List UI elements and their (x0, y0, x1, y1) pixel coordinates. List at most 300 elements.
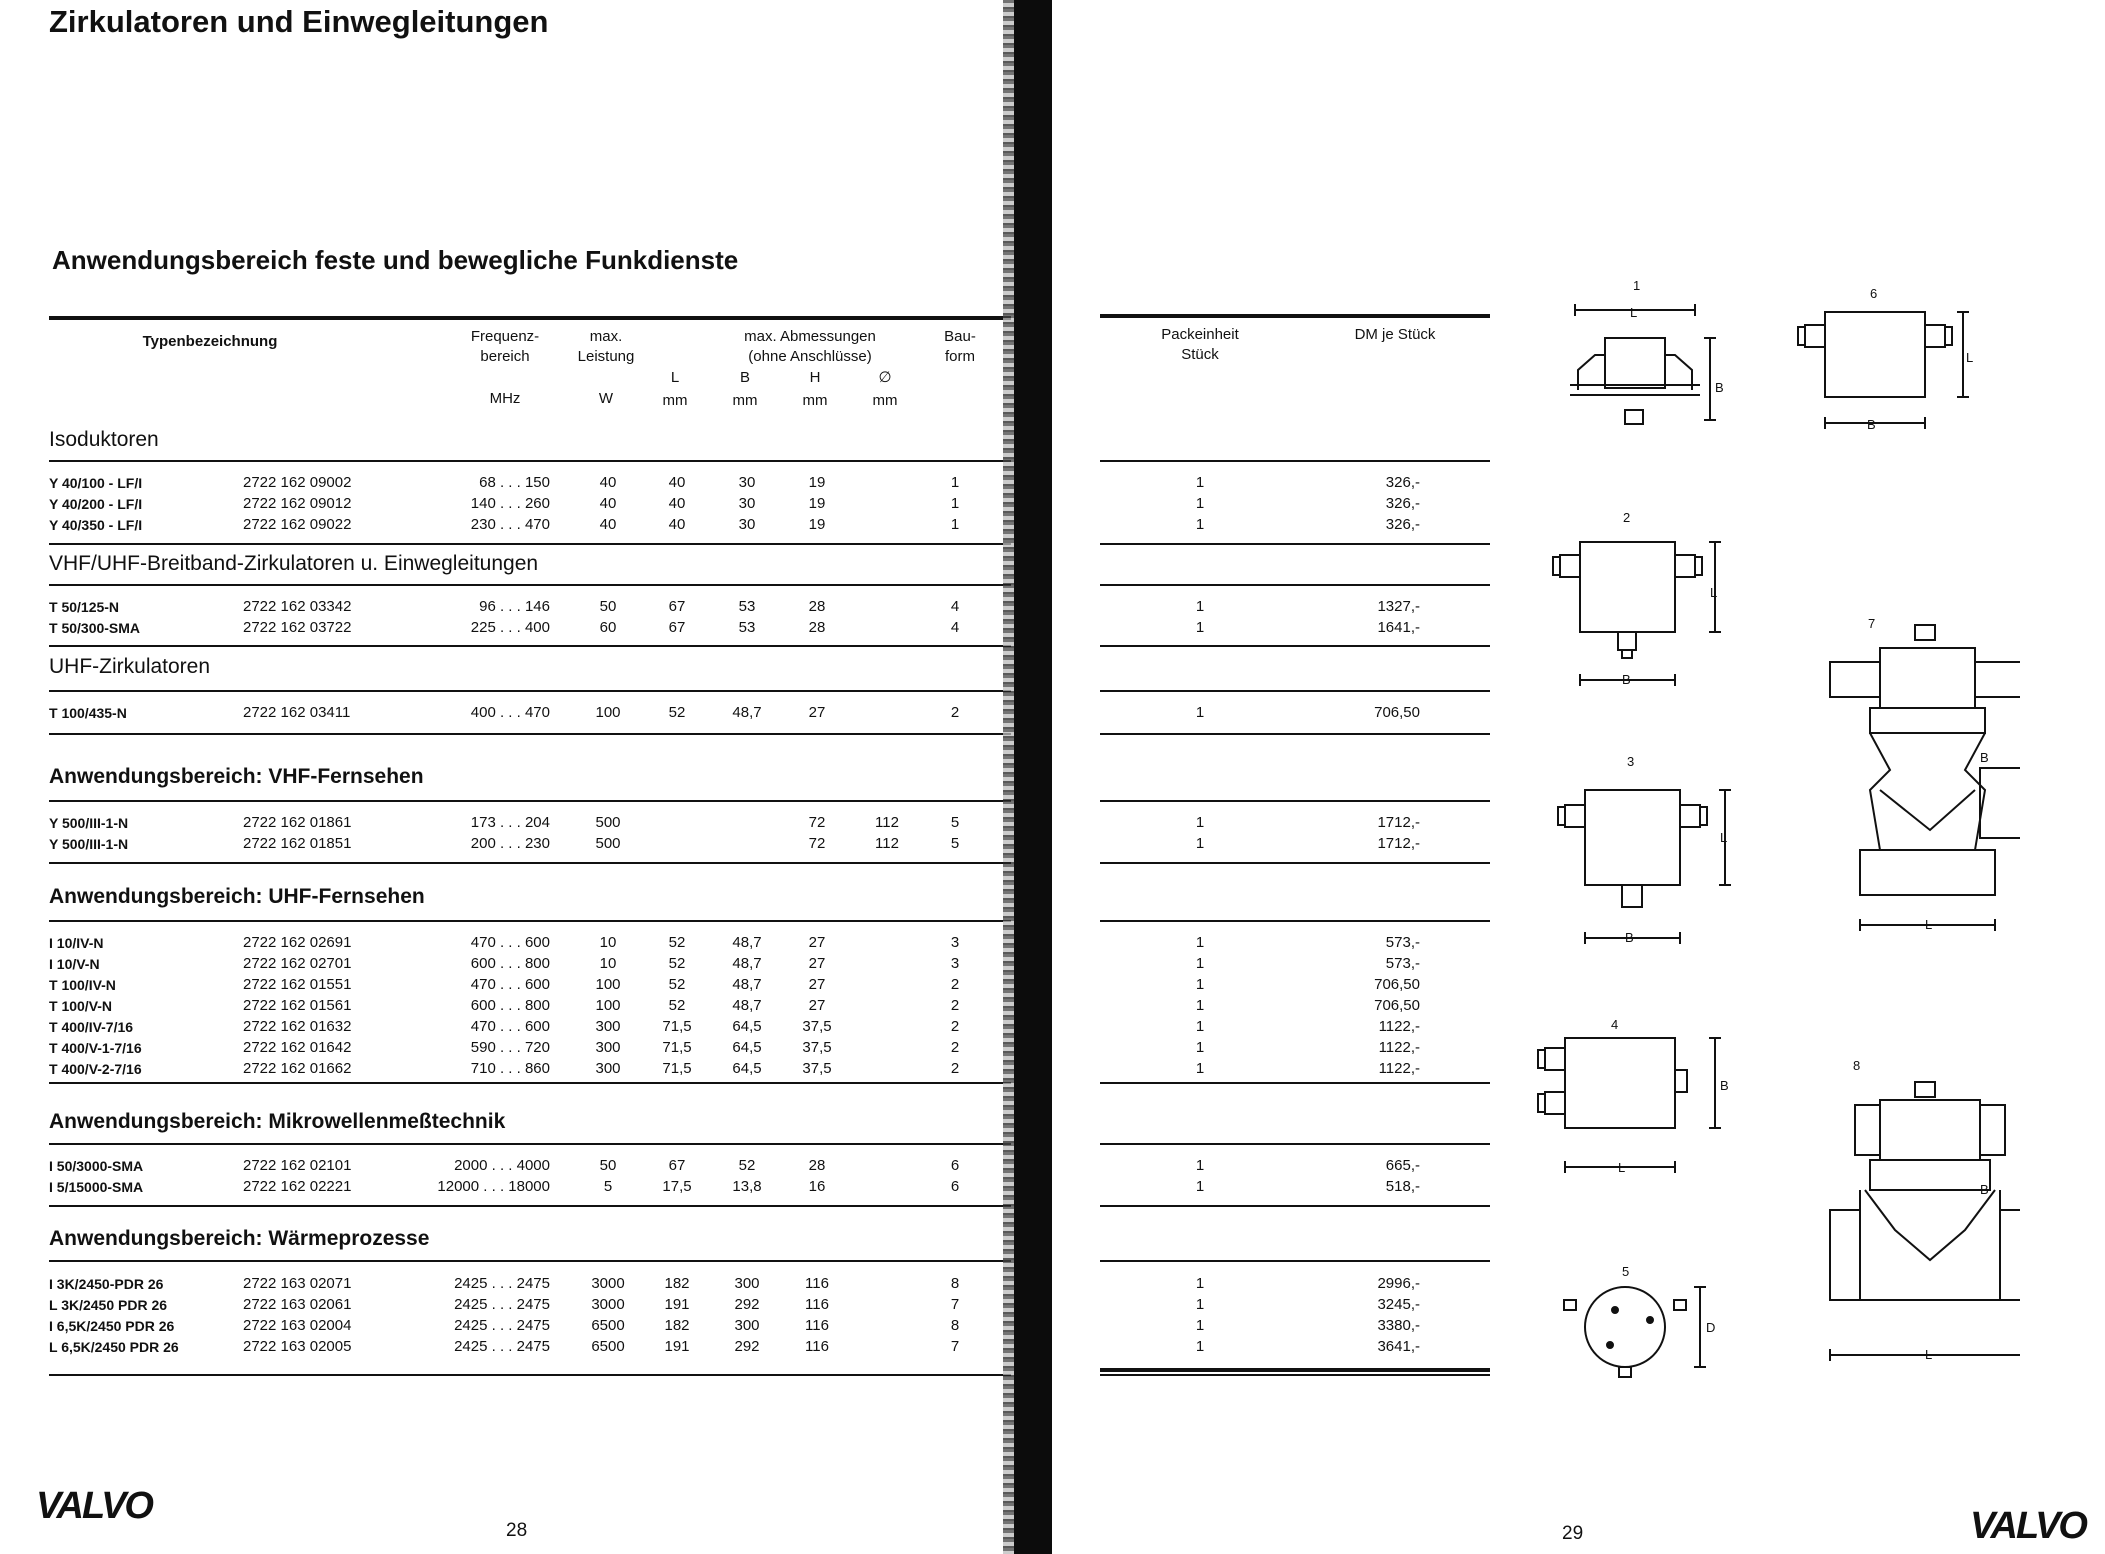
dim-label-l: L (1966, 350, 1974, 365)
pack-unit: 1 (1195, 1275, 1205, 1292)
frequency-range: 400 . . . 470 (470, 704, 550, 721)
dim-h: 116 (805, 1296, 829, 1313)
section-rule-right (1100, 584, 1490, 586)
price-dm: 665,- (1385, 1157, 1420, 1174)
figure-2 (1553, 542, 1721, 686)
order-code: 2722 162 01851 (243, 835, 352, 852)
section-end-rule-right (1100, 543, 1490, 545)
bauform: 2 (950, 997, 960, 1014)
dim-b: 300 (734, 1275, 760, 1292)
pack-unit: 1 (1195, 934, 1205, 951)
dim-l: 67 (668, 619, 686, 636)
header-typ: Typenbezeichnung (142, 333, 278, 350)
dim-b: 30 (738, 495, 756, 512)
frequency-range: 470 . . . 600 (470, 934, 550, 951)
frequency-range: 600 . . . 800 (470, 997, 550, 1014)
price-dm: 573,- (1385, 955, 1420, 972)
frequency-range: 2425 . . . 2475 (454, 1275, 550, 1292)
max-power: 50 (599, 1157, 617, 1174)
max-power: 50 (599, 598, 617, 615)
bauform: 8 (950, 1317, 960, 1334)
max-power: 300 (595, 1039, 621, 1056)
section-end-rule (49, 645, 1011, 647)
max-power: 500 (595, 814, 621, 831)
order-code: 2722 162 02221 (243, 1178, 352, 1195)
dim-l: 40 (668, 516, 686, 533)
page-number-right: 29 (1562, 1523, 1584, 1544)
pack-unit: 1 (1195, 598, 1205, 615)
type-name: Y 40/100 - LF/I (49, 475, 143, 491)
section-rule-right (1100, 460, 1490, 462)
order-code: 2722 162 02101 (243, 1157, 352, 1174)
pack-unit: 1 (1195, 1060, 1205, 1077)
price-dm: 1122,- (1378, 1039, 1420, 1056)
order-code: 2722 162 01632 (243, 1018, 352, 1035)
type-name: T 400/V-2-7/16 (49, 1061, 142, 1077)
dim-label-b: B (1622, 672, 1631, 687)
header-d: ∅ (878, 369, 892, 386)
frequency-range: 600 . . . 800 (470, 955, 550, 972)
section-end-rule (49, 1082, 1011, 1084)
frequency-range: 710 . . . 860 (470, 1060, 550, 1077)
dim-h: 27 (808, 934, 826, 951)
order-code: 2722 162 03342 (243, 598, 352, 615)
price-dm: 1122,- (1378, 1060, 1420, 1077)
pack-unit: 1 (1195, 1178, 1205, 1195)
dim-b: 64,5 (732, 1060, 762, 1077)
figure-1 (1570, 304, 1716, 424)
unit-mm: mm (732, 392, 758, 409)
section-rule (49, 920, 1011, 922)
type-name: I 10/IV-N (49, 935, 104, 951)
section-end-rule-right (1100, 1205, 1490, 1207)
max-power: 40 (599, 516, 617, 533)
dim-l: 40 (668, 474, 686, 491)
figure-8 (1830, 1082, 2020, 1361)
price-dm: 3245,- (1377, 1296, 1420, 1313)
dim-d: 112 (875, 814, 899, 831)
figure-4 (1538, 1038, 1721, 1173)
pack-unit: 1 (1195, 835, 1205, 852)
section-title: Anwendungsbereich: UHF-Fernsehen (49, 885, 425, 908)
type-name: I 3K/2450-PDR 26 (49, 1276, 164, 1292)
dim-label-b: B (1980, 750, 1989, 765)
order-code: 2722 162 01662 (243, 1060, 352, 1077)
book-gutter-shadow (1003, 0, 1014, 1554)
header-freq: Frequenz- bereich (470, 328, 540, 365)
section-end-rule (49, 733, 1011, 735)
dim-l: 71,5 (662, 1018, 692, 1035)
frequency-range: 2425 . . . 2475 (454, 1296, 550, 1313)
book-spine (1014, 0, 1052, 1554)
type-name: L 6,5K/2450 PDR 26 (49, 1339, 179, 1355)
max-power: 100 (595, 976, 621, 993)
dim-l: 71,5 (662, 1039, 692, 1056)
order-code: 2722 162 09012 (243, 495, 352, 512)
pack-unit: 1 (1195, 1317, 1205, 1334)
price-dm: 1641,- (1377, 619, 1420, 636)
dim-b: 292 (734, 1338, 760, 1355)
construction-drawings (1500, 270, 2020, 1390)
frequency-range: 12000 . . . 18000 (437, 1178, 550, 1195)
figure-label-7: 7 (1868, 616, 1876, 631)
bauform: 1 (950, 495, 960, 512)
section-end-rule (49, 1205, 1011, 1207)
pack-unit: 1 (1195, 619, 1205, 636)
price-dm: 3641,- (1377, 1338, 1420, 1355)
header-bauform: Bau- form (944, 328, 976, 365)
section-title: Anwendungsbereich: Wärmeprozesse (49, 1227, 430, 1250)
bauform: 6 (950, 1157, 960, 1174)
order-code: 2722 162 01561 (243, 997, 352, 1014)
table-top-rule-right (1100, 314, 1490, 318)
pack-unit: 1 (1195, 474, 1205, 491)
page-number-left: 28 (506, 1520, 528, 1541)
figure-6 (1798, 312, 1969, 429)
dim-label-l: L (1720, 830, 1728, 845)
type-name: T 50/125-N (49, 599, 120, 615)
order-code: 2722 163 02005 (243, 1338, 352, 1355)
frequency-range: 173 . . . 204 (470, 814, 550, 831)
dim-label-b: B (1980, 1182, 1989, 1197)
dim-label-l: L (1925, 1347, 1933, 1362)
section-rule-right (1100, 1143, 1490, 1145)
price-dm: 3380,- (1377, 1317, 1420, 1334)
order-code: 2722 163 02071 (243, 1275, 352, 1292)
section-rule (49, 1260, 1011, 1262)
dim-h: 19 (808, 474, 826, 491)
dim-b: 300 (734, 1317, 760, 1334)
dim-h: 28 (808, 1157, 826, 1174)
max-power: 100 (595, 704, 621, 721)
figure-label-2: 2 (1623, 510, 1631, 525)
frequency-range: 2000 . . . 4000 (454, 1157, 550, 1174)
header-l: L (670, 369, 680, 386)
max-power: 100 (595, 997, 621, 1014)
price-dm: 706,50 (1374, 976, 1420, 993)
section-title: Anwendungsbereich: Mikrowellenmeßtechnik (49, 1110, 506, 1133)
max-power: 300 (595, 1060, 621, 1077)
frequency-range: 96 . . . 146 (479, 598, 550, 615)
pack-unit: 1 (1195, 516, 1205, 533)
pack-unit: 1 (1195, 955, 1205, 972)
bauform: 3 (950, 934, 960, 951)
section-end-rule-right (1100, 645, 1490, 647)
dim-h: 72 (808, 814, 826, 831)
max-power: 6500 (591, 1338, 625, 1355)
section-subtitle: Anwendungsbereich feste und bewegliche Funkdienste (52, 245, 739, 275)
type-name: T 100/435-N (49, 705, 127, 721)
figure-label-5: 5 (1622, 1264, 1630, 1279)
header-b: B (739, 369, 750, 386)
type-name: L 3K/2450 PDR 26 (49, 1297, 168, 1313)
dim-label-l: L (1925, 917, 1933, 932)
order-code: 2722 162 09022 (243, 516, 352, 533)
frequency-range: 140 . . . 260 (470, 495, 550, 512)
bauform: 4 (950, 619, 960, 636)
section-title: Isoduktoren (49, 428, 159, 451)
pack-unit: 1 (1195, 1338, 1205, 1355)
price-dm: 326,- (1385, 474, 1420, 491)
dim-l: 182 (664, 1275, 690, 1292)
dim-h: 37,5 (802, 1060, 832, 1077)
dim-h: 28 (808, 598, 826, 615)
dim-b: 48,7 (732, 934, 762, 951)
max-power: 10 (599, 934, 617, 951)
price-dm: 326,- (1385, 516, 1420, 533)
order-code: 2722 162 02701 (243, 955, 352, 972)
max-power: 5 (603, 1178, 613, 1195)
bauform: 5 (950, 835, 960, 852)
dim-h: 116 (805, 1275, 829, 1292)
bauform: 2 (950, 1018, 960, 1035)
bauform: 8 (950, 1275, 960, 1292)
dim-l: 67 (668, 598, 686, 615)
section-end-rule-right (1100, 1082, 1490, 1084)
frequency-range: 470 . . . 600 (470, 1018, 550, 1035)
dim-l: 52 (668, 934, 686, 951)
pack-unit: 1 (1195, 704, 1205, 721)
dim-b: 52 (738, 1157, 756, 1174)
section-title: VHF/UHF-Breitband-Zirkulatoren u. Einwegleitungen (49, 552, 539, 575)
frequency-range: 2425 . . . 2475 (454, 1338, 550, 1355)
section-title: UHF-Zirkulatoren (49, 655, 211, 678)
type-name: T 50/300-SMA (49, 620, 141, 636)
dim-label-b: B (1720, 1078, 1729, 1093)
dim-l: 52 (668, 704, 686, 721)
section-rule-right (1100, 800, 1490, 802)
max-power: 3000 (591, 1275, 625, 1292)
section-rule (49, 800, 1011, 802)
price-dm: 706,50 (1374, 997, 1420, 1014)
dim-b: 292 (734, 1296, 760, 1313)
type-name: T 400/IV-7/16 (49, 1019, 134, 1035)
pack-unit: 1 (1195, 1018, 1205, 1035)
section-rule (49, 584, 1011, 586)
dim-h: 28 (808, 619, 826, 636)
valvo-logo: VALVO (1970, 1505, 2086, 1547)
dim-b: 48,7 (732, 955, 762, 972)
type-name: I 5/15000-SMA (49, 1179, 144, 1195)
type-name: T 100/IV-N (49, 977, 116, 993)
pack-unit: 1 (1195, 1039, 1205, 1056)
section-rule-right (1100, 690, 1490, 692)
header-power: max. Leistung (577, 328, 635, 365)
figure-label-8: 8 (1853, 1058, 1861, 1073)
bauform: 1 (950, 516, 960, 533)
valvo-logo: VALVO (36, 1485, 152, 1527)
price-dm: 326,- (1385, 495, 1420, 512)
dim-b: 53 (738, 598, 756, 615)
dim-b: 48,7 (732, 997, 762, 1014)
order-code: 2722 162 09002 (243, 474, 352, 491)
dim-b: 30 (738, 516, 756, 533)
dim-h: 27 (808, 704, 826, 721)
section-rule (49, 1143, 1011, 1145)
dim-h: 27 (808, 976, 826, 993)
dim-l: 191 (664, 1296, 690, 1313)
max-power: 6500 (591, 1317, 625, 1334)
pack-unit: 1 (1195, 814, 1205, 831)
dim-label-l: L (1618, 1160, 1626, 1175)
dim-h: 27 (808, 997, 826, 1014)
type-name: Y 500/III-1-N (49, 815, 129, 831)
max-power: 3000 (591, 1296, 625, 1313)
max-power: 500 (595, 835, 621, 852)
bauform: 6 (950, 1178, 960, 1195)
order-code: 2722 163 02061 (243, 1296, 352, 1313)
max-power: 60 (599, 619, 617, 636)
dim-l: 52 (668, 997, 686, 1014)
section-title: Anwendungsbereich: VHF-Fernsehen (49, 765, 424, 788)
frequency-range: 230 . . . 470 (470, 516, 550, 533)
dim-h: 16 (808, 1178, 826, 1195)
header-h: H (809, 369, 821, 386)
unit-mm: mm (872, 392, 898, 409)
dim-label-b: B (1625, 930, 1634, 945)
bauform: 7 (950, 1338, 960, 1355)
frequency-range: 2425 . . . 2475 (454, 1317, 550, 1334)
dim-l: 67 (668, 1157, 686, 1174)
figure-5 (1564, 1287, 1706, 1377)
dim-b: 30 (738, 474, 756, 491)
pack-unit: 1 (1195, 976, 1205, 993)
frequency-range: 590 . . . 720 (470, 1039, 550, 1056)
section-end-rule (49, 1374, 1011, 1376)
dim-label-d: D (1706, 1320, 1716, 1335)
type-name: Y 40/350 - LF/I (49, 517, 143, 533)
order-code: 2722 162 01642 (243, 1039, 352, 1056)
section-end-rule (49, 543, 1011, 545)
dim-b: 64,5 (732, 1018, 762, 1035)
dim-label-l: L (1710, 585, 1718, 600)
bauform: 2 (950, 704, 960, 721)
bauform: 4 (950, 598, 960, 615)
order-code: 2722 162 01551 (243, 976, 352, 993)
figure-label-1: 1 (1633, 278, 1641, 293)
pack-unit: 1 (1195, 997, 1205, 1014)
dim-h: 116 (805, 1317, 829, 1334)
type-name: I 10/V-N (49, 956, 100, 972)
order-code: 2722 163 02004 (243, 1317, 352, 1334)
pack-unit: 1 (1195, 495, 1205, 512)
pack-unit: 1 (1195, 1157, 1205, 1174)
table-bottom-rule-right (1100, 1368, 1490, 1372)
figure-label-4: 4 (1611, 1017, 1619, 1032)
frequency-range: 470 . . . 600 (470, 976, 550, 993)
section-rule-right (1100, 1260, 1490, 1262)
section-end-rule-right (1100, 733, 1490, 735)
price-dm: 1712,- (1377, 835, 1420, 852)
type-name: Y 40/200 - LF/I (49, 496, 143, 512)
page-title: Zirkulatoren und Einwegleitungen (49, 4, 549, 39)
figure-3 (1558, 790, 1731, 944)
unit-mm: mm (662, 392, 688, 409)
dim-b: 48,7 (732, 976, 762, 993)
max-power: 40 (599, 474, 617, 491)
bauform: 2 (950, 1060, 960, 1077)
dim-l: 52 (668, 976, 686, 993)
bauform: 5 (950, 814, 960, 831)
price-dm: 706,50 (1374, 704, 1420, 721)
type-name: T 400/V-1-7/16 (49, 1040, 142, 1056)
figure-label-6: 6 (1870, 286, 1878, 301)
section-rule (49, 690, 1011, 692)
pack-unit: 1 (1195, 1296, 1205, 1313)
dim-label-l: L (1630, 305, 1638, 320)
header-pack: Packeinheit Stück (1161, 326, 1239, 363)
max-power: 300 (595, 1018, 621, 1035)
figure-7 (1830, 625, 2020, 931)
bauform: 7 (950, 1296, 960, 1313)
dim-d: 112 (875, 835, 899, 852)
price-dm: 1712,- (1377, 814, 1420, 831)
dim-h: 116 (805, 1338, 829, 1355)
section-end-rule-right (1100, 1374, 1490, 1376)
dim-h: 19 (808, 495, 826, 512)
dim-h: 19 (808, 516, 826, 533)
dim-l: 182 (664, 1317, 690, 1334)
dim-b: 64,5 (732, 1039, 762, 1056)
section-rule (49, 460, 1011, 462)
max-power: 10 (599, 955, 617, 972)
section-end-rule (49, 862, 1011, 864)
header-price: DM je Stück (1354, 326, 1436, 343)
type-name: I 50/3000-SMA (49, 1158, 144, 1174)
type-name: I 6,5K/2450 PDR 26 (49, 1318, 175, 1334)
dim-l: 17,5 (662, 1178, 692, 1195)
dim-b: 53 (738, 619, 756, 636)
dim-l: 40 (668, 495, 686, 512)
type-name: T 100/V-N (49, 998, 113, 1014)
dim-l: 71,5 (662, 1060, 692, 1077)
price-dm: 1122,- (1378, 1018, 1420, 1035)
figure-label-3: 3 (1627, 754, 1635, 769)
price-dm: 1327,- (1377, 598, 1420, 615)
unit-mm: mm (802, 392, 828, 409)
dim-h: 27 (808, 955, 826, 972)
type-name: Y 500/III-1-N (49, 836, 129, 852)
dim-h: 72 (808, 835, 826, 852)
bauform: 1 (950, 474, 960, 491)
dim-b: 48,7 (732, 704, 762, 721)
price-dm: 2996,- (1377, 1275, 1420, 1292)
section-end-rule-right (1100, 862, 1490, 864)
bauform: 2 (950, 976, 960, 993)
frequency-range: 68 . . . 150 (479, 474, 550, 491)
unit-w: W (598, 390, 614, 407)
header-dimensions: max. Abmessungen (ohne Anschlüsse) (744, 328, 876, 365)
price-dm: 518,- (1385, 1178, 1420, 1195)
dim-h: 37,5 (802, 1039, 832, 1056)
frequency-range: 225 . . . 400 (470, 619, 550, 636)
dim-label-b: B (1715, 380, 1724, 395)
price-dm: 573,- (1385, 934, 1420, 951)
table-top-rule (49, 316, 1011, 320)
dim-b: 13,8 (732, 1178, 762, 1195)
order-code: 2722 162 03411 (243, 704, 351, 721)
dim-h: 37,5 (802, 1018, 832, 1035)
max-power: 40 (599, 495, 617, 512)
dim-label-b: B (1867, 417, 1876, 432)
bauform: 2 (950, 1039, 960, 1056)
dim-l: 191 (664, 1338, 690, 1355)
order-code: 2722 162 01861 (243, 814, 352, 831)
unit-mhz: MHz (489, 390, 521, 407)
bauform: 3 (950, 955, 960, 972)
section-rule-right (1100, 920, 1490, 922)
dim-l: 52 (668, 955, 686, 972)
